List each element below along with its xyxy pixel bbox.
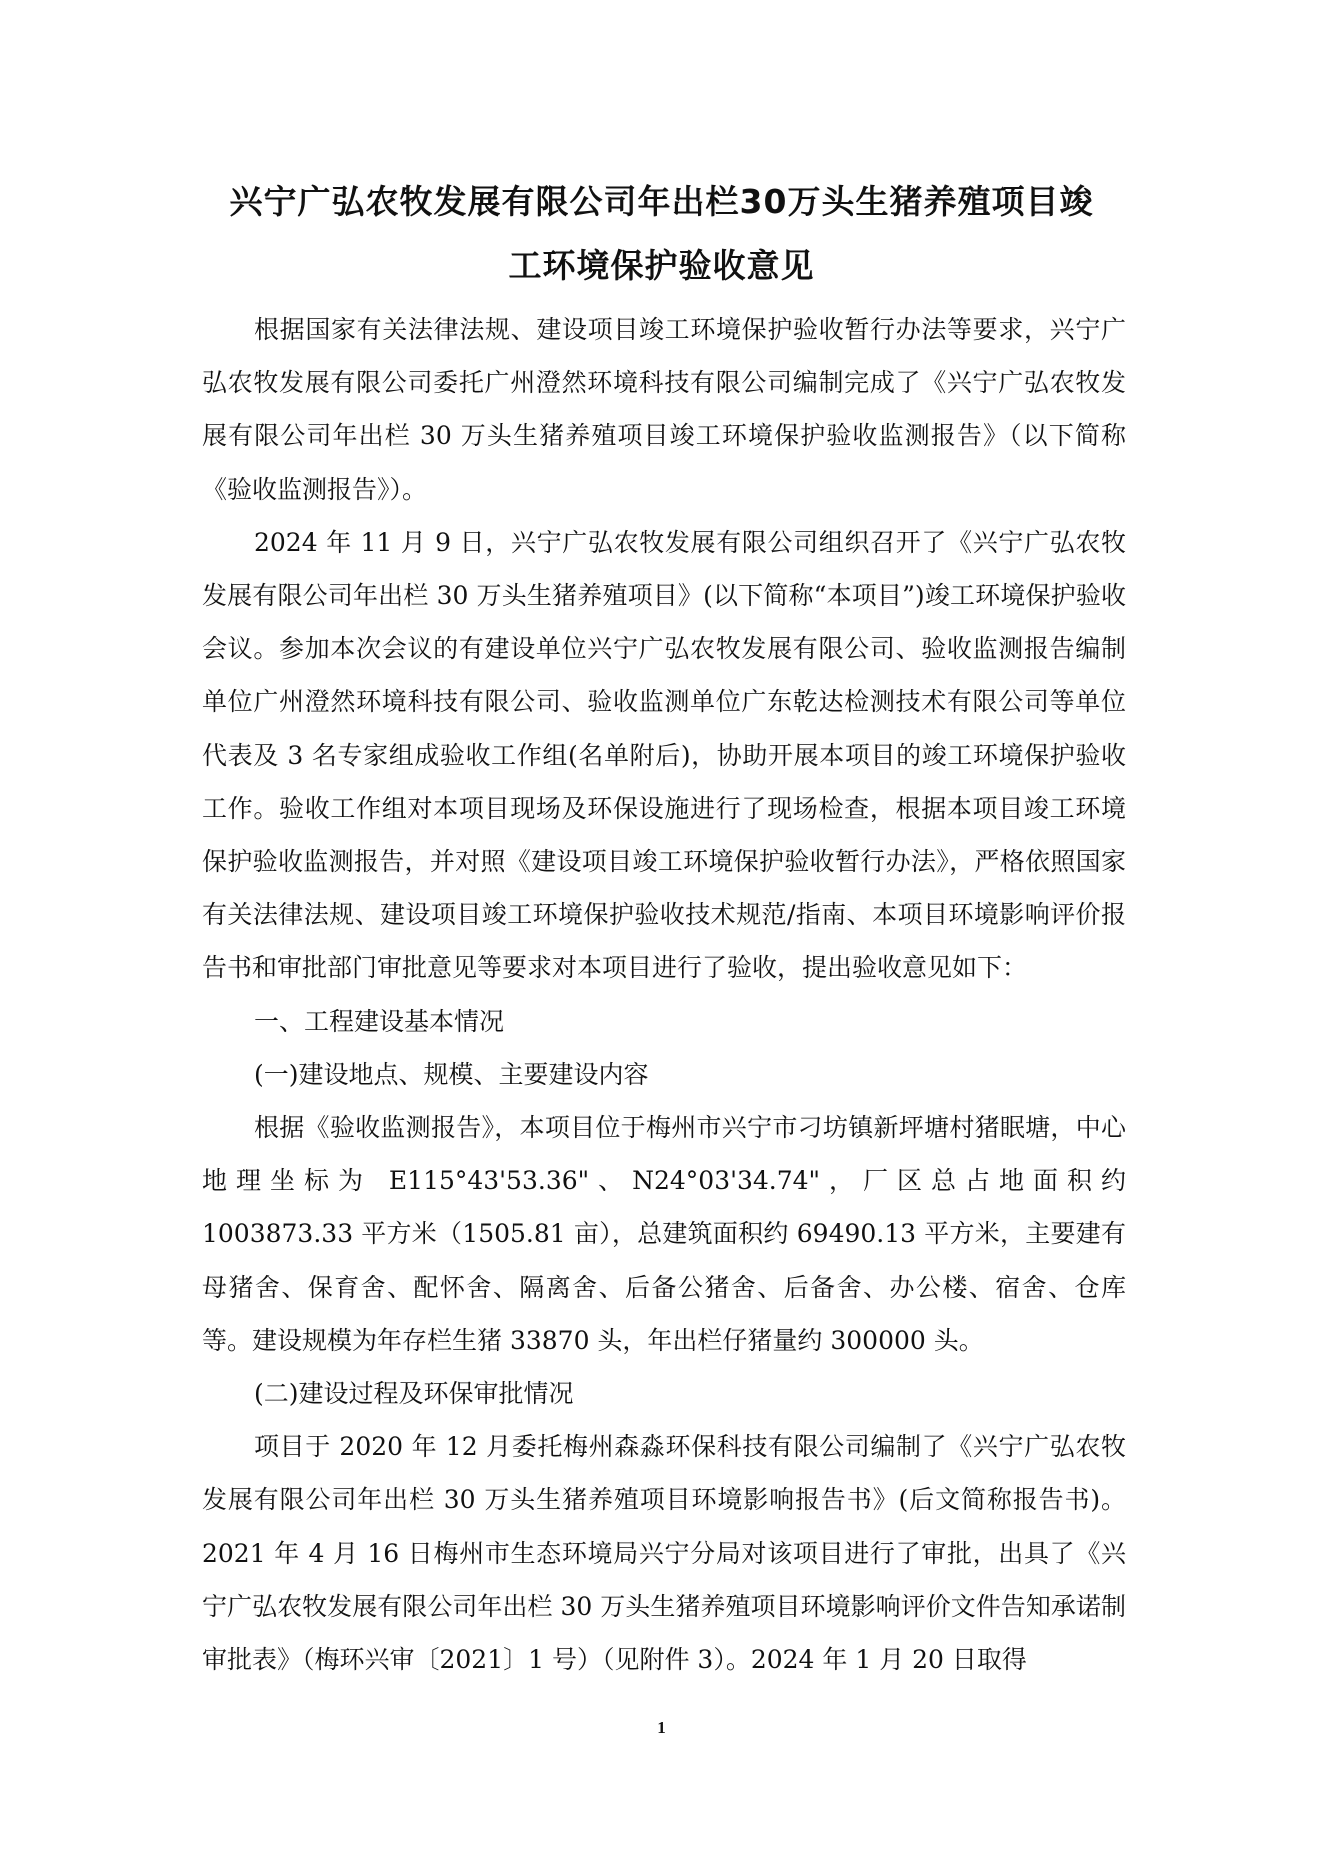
paragraph-location: 根据《验收监测报告》，本项目位于梅州市兴宁市刁坊镇新坪塘村猪眠塘，中心地理坐标为 E115°43'53.36"、N24°03'34.74"，厂区总占地面积约 1003873.33 平方米（1505.81 亩），总建筑面积约 69490.13 平方米，主要建有母猪舍、保育舍、配怀舍、隔离舍、后备公猪舍、后备舍、办公楼、宿舍、仓库等。建设规模为年存栏生猪 33870 头，年出栏仔猪量约 300000 头。 [202,1113,1126,1355]
paragraph-intro: 根据国家有关法律法规、建设项目竣工环境保护验收暂行办法等要求，兴宁广弘农牧发展有限公司委托广州澄然环境科技有限公司编制完成了《兴宁广弘农牧发展有限公司年出栏 30 万头生猪养殖项目竣工环境保护验收监测报告》（以下简称《验收监测报告》）。 [202,315,1126,504]
document-title-line-2: 工环境保护验收意见 [508,246,815,285]
paragraph-approval: 项目于 2020 年 12 月委托梅州森淼环保科技有限公司编制了《兴宁广弘农牧发展有限公司年出栏 30 万头生猪养殖项目环境影响报告书》(后文简称报告书)。2021 年 4 月 16 日梅州市生态环境局兴宁分局对该项目进行了审批，出具了《兴宁广弘农牧发展有限公司年出栏 30 万头生猪养殖项目环境影响评价文件告知承诺制审批表》（梅环兴审〔2021〕1 号）（见附件 3）。2024 年 1 月 20 日取得 [202,1432,1126,1675]
document-body [202,303,1126,1686]
page-number: 1 [657,1718,666,1737]
subsection-heading-location: (一)建设地点、规模、主要建设内容 [254,1059,649,1089]
paragraph-meeting: 2024 年 11 月 9 日，兴宁广弘农牧发展有限公司组织召开了《兴宁广弘农牧发展有限公司年出栏 30 万头生猪养殖项目》(以下简称“本项目”)竣工环境保护验收会议。参加本次会议的有建设单位兴宁广弘农牧发展有限公司、验收监测报告编制单位广州澄然环境科技有限公司、验收监测单位广东乾达检测技术有限公司等单位代表及 3 名专家组成验收工作组(名单附后)，协助开展本项目的竣工环境保护验收工作。验收工作组对本项目现场及环保设施进行了现场检查，根据本项目竣工环境保护验收监测报告，并对照《建设项目竣工环境保护验收暂行办法》，严格依照国家有关法律法规、建设项目竣工环境保护验收技术规范/指南、本项目环境影响评价报告书和审批部门审批意见等要求对本项目进行了验收，提出验收意见如下： [202,527,1126,983]
document-title-line-1: 兴宁广弘农牧发展有限公司年出栏30万头生猪养殖项目竣 [229,182,1094,221]
subsection-heading-approval: (二)建设过程及环保审批情况 [254,1379,574,1409]
section-heading-basic-info: 一、工程建设基本情况 [254,1006,505,1036]
